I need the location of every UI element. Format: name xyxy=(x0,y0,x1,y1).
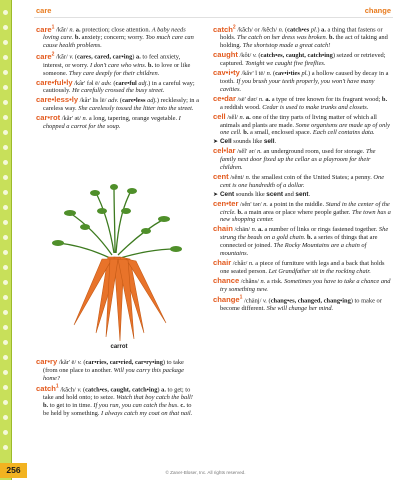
sense-letter: a. xyxy=(263,95,271,103)
part-of-speech: n. xyxy=(260,277,266,285)
definition-text: to get; to take and hold onto; to seize. xyxy=(43,386,191,402)
sense-letter: c. xyxy=(180,402,185,410)
homophone-note xyxy=(213,138,391,146)
example-sentence: Tonight we caught five fireflies. xyxy=(245,60,326,68)
example-sentence: She carelessly tossed the litter into the street. xyxy=(78,105,194,113)
example-sentence: A baby needs loving care. xyxy=(43,26,186,42)
guide-word-left: care xyxy=(36,6,52,15)
example-sentence: Too much care can cause health problems. xyxy=(43,34,194,50)
dictionary-entry xyxy=(213,225,391,258)
margin-dot xyxy=(3,370,8,375)
definition-text: an underground room, used for storage. xyxy=(261,148,366,156)
margin-dot xyxy=(3,295,8,300)
definition-text: protection; close attention. xyxy=(80,26,152,34)
note-text: and xyxy=(282,190,296,198)
pronunciation: /sĕl/ xyxy=(225,113,240,121)
example-sentence: I always catch my coat on that nail. xyxy=(101,409,193,417)
definition-text: ( xyxy=(81,386,86,394)
example-sentence: Cedar is used to make trunks and closets. xyxy=(262,103,369,111)
sense-letter: a. xyxy=(136,53,141,61)
part-of-speech: n. xyxy=(266,70,272,78)
part-of-speech: n. xyxy=(245,173,251,181)
sense-letter: a. xyxy=(321,26,326,34)
part-of-speech: v. xyxy=(77,359,82,366)
example-sentence: Let Grandfather sit in the rocking chair. xyxy=(268,267,371,275)
margin-dot xyxy=(3,235,8,240)
arrow-icon: ➤ xyxy=(213,190,220,198)
inflections: care•ful xyxy=(115,79,137,87)
headword: chain xyxy=(213,224,233,234)
margin-dot xyxy=(3,130,8,135)
sense-letter: a. xyxy=(161,386,166,394)
pronunciation: /kâr/ xyxy=(54,53,70,61)
margin-dot xyxy=(3,265,8,270)
inflections: catch•es xyxy=(287,26,310,34)
inflections: catch•es, caught, catch•ing xyxy=(260,52,333,60)
label-abbrev: pl. xyxy=(301,70,309,78)
example-sentence: I don't care who wins. xyxy=(89,61,147,69)
definition-text: ( xyxy=(73,53,78,61)
definition-text: ( xyxy=(111,79,116,87)
definition-text: ) recklessly; in a careless way. xyxy=(43,97,199,113)
part-of-speech: n. xyxy=(257,148,262,156)
margin-dot xyxy=(3,325,8,330)
margin-dot xyxy=(3,115,8,120)
pronunciation: /kâr/ xyxy=(54,26,70,34)
sense-letter: b. xyxy=(43,402,49,410)
example-sentence: The family next door fixed up the cellar as a playroom for their children. xyxy=(220,148,376,172)
part-of-speech: v. xyxy=(77,386,82,394)
homograph-number: 2 xyxy=(51,51,55,58)
picture-caption: carrot xyxy=(110,344,128,350)
definition-text: ( xyxy=(256,52,261,60)
headword: care•less•ly xyxy=(36,95,79,105)
note-word: Cent xyxy=(219,190,235,198)
margin-dot xyxy=(3,430,8,435)
dictionary-entry xyxy=(213,200,391,225)
part-of-speech: n. xyxy=(278,26,284,34)
part-of-speech: n. xyxy=(251,226,257,234)
definition-text: the smallest coin of the United States; a penny. xyxy=(250,173,374,181)
pronunciation: /kâr' fəl ē/ xyxy=(72,79,102,87)
definition-text: ) in a careful way; cautiously. xyxy=(43,79,195,95)
headword: change$^1$ xyxy=(213,294,243,305)
pronunciation: /kăch/ or /kĕch/ xyxy=(235,26,279,34)
example-sentence: He carefully crossed the busy street. xyxy=(72,87,165,95)
definition-text: a long, tapering, orange vegetable. xyxy=(87,115,179,123)
headword: car•rot xyxy=(36,113,61,123)
definition-text: a main area or place where people gather. xyxy=(242,208,352,216)
column-left-lower xyxy=(36,358,199,419)
headword: caught xyxy=(213,50,238,60)
sense-letter: b. xyxy=(307,234,313,242)
column-right xyxy=(213,24,391,314)
inflections: chang•es, changed, chang•ing xyxy=(270,297,351,305)
definition-text: a number of links or rings fastened together. xyxy=(262,226,379,234)
inflections: car•ries, car•ried, car•ry•ing xyxy=(85,359,163,366)
pronunciation: /chān/ xyxy=(232,226,252,234)
sense-letter: b. xyxy=(74,34,81,42)
copyright-notice: © Zaner-Bloser, Inc. All rights reserved. xyxy=(165,470,246,475)
part-of-speech: n. xyxy=(263,200,269,208)
definition-text: ) to make or become different. xyxy=(220,297,382,313)
note-ref: sent xyxy=(295,190,309,198)
margin-dot xyxy=(3,415,8,420)
definition-text: a small, enclosed space. xyxy=(248,129,313,137)
part-of-speech: n. xyxy=(248,260,254,267)
label-abbrev: adj. xyxy=(147,97,157,105)
margin-dot xyxy=(3,25,8,30)
margin-dot xyxy=(3,145,8,150)
example-sentence: The catch on her dress was broken. xyxy=(237,34,328,42)
arrow-icon: ➤ xyxy=(213,138,220,146)
dictionary-entry xyxy=(213,173,391,190)
example-sentence: One cent is one hundredth of a dollar. xyxy=(220,173,385,189)
definition-text: ( xyxy=(81,359,86,366)
headword: care•ful•ly xyxy=(36,77,73,87)
dictionary-entry xyxy=(213,51,391,68)
label-abbrev: pl. xyxy=(310,26,318,34)
dictionary-entry xyxy=(213,147,391,172)
definition-text: to get to in time. xyxy=(48,402,94,410)
definition-text: to feel anxiety, interest, or worry. xyxy=(43,53,181,69)
header-rule xyxy=(34,17,393,18)
definition-text: anxiety; concern; worry. xyxy=(80,34,146,42)
example-sentence: If you brush your teeth properly, you won't have many cavities. xyxy=(220,77,375,93)
dictionary-entry xyxy=(213,259,391,276)
definition-text: a piece of furniture with legs and a back that holds one seated person. xyxy=(220,260,385,275)
pronunciation: /châr/ xyxy=(231,260,249,267)
margin-dot xyxy=(3,40,8,45)
margin-dot xyxy=(3,205,8,210)
pronunciation: /kăr' ət/ xyxy=(60,115,83,123)
margin-dot xyxy=(3,70,8,75)
dictionary-entry xyxy=(36,358,199,383)
note-text: . xyxy=(274,138,277,146)
definition-text: a risk. xyxy=(265,277,285,285)
homograph-number: 2 xyxy=(232,24,236,30)
sense-letter: a. xyxy=(244,113,251,121)
dictionary-entry xyxy=(36,79,199,96)
example-sentence: She will change her mind. xyxy=(266,305,334,313)
definition-text: ( xyxy=(118,97,123,105)
headword: catch$^2$ xyxy=(213,24,236,34)
dictionary-entry xyxy=(36,24,199,50)
carrot-roots xyxy=(74,257,166,341)
definition-text: ( xyxy=(266,297,271,305)
example-sentence: If you run, you can catch the bus. xyxy=(93,402,179,410)
entries-left-lower xyxy=(36,358,199,418)
part-of-speech: adv. xyxy=(107,97,119,105)
part-of-speech: v. xyxy=(69,53,74,61)
pronunciation: /kôt/ xyxy=(237,52,253,60)
headword: car•ry xyxy=(36,357,58,366)
dictionary-entry xyxy=(213,113,391,138)
margin-dot xyxy=(3,310,8,315)
headword: cen•ter xyxy=(213,198,239,208)
part-of-speech: v. xyxy=(252,52,257,60)
margin-dot xyxy=(3,175,8,180)
dictionary-entry xyxy=(36,114,199,131)
example-sentence: I chopped a carrot for the soup. xyxy=(43,115,181,131)
definition-text: to be held by something. xyxy=(43,402,192,417)
example-sentence: Stand in the center of the circle. xyxy=(220,200,390,216)
part-of-speech: adv. xyxy=(101,79,112,87)
example-sentence: The Rocky Mountains are a chain of mountains. xyxy=(220,242,367,258)
margin-dot xyxy=(3,10,8,15)
definition-text: ( xyxy=(271,70,276,78)
entries-left-top xyxy=(36,24,199,131)
definition-text: the act of taking and holding. xyxy=(220,34,388,50)
example-sentence: Will you carry this package home? xyxy=(43,366,184,382)
margin-dot xyxy=(3,280,8,285)
homograph-number: 1 xyxy=(55,383,59,390)
example-sentence: Some organisms are made up of only one cell. xyxy=(220,121,390,137)
example-sentence: They care deeply for their children. xyxy=(68,69,160,77)
note-text: . xyxy=(308,190,311,198)
inflections: cares, cared, car•ing xyxy=(77,53,133,61)
sense-letter: a. xyxy=(256,226,263,234)
carrot-tops xyxy=(58,185,176,258)
definition-text: a thing that fastens or holds. xyxy=(220,26,383,42)
margin-dot xyxy=(3,385,8,390)
definition-text: ) xyxy=(157,386,162,394)
part-of-speech: n. xyxy=(239,113,245,121)
example-sentence: Watch that boy catch the ball! xyxy=(116,394,193,402)
headword: catch$^1$ xyxy=(36,383,59,394)
margin-dot xyxy=(3,190,8,195)
part-of-speech: n. xyxy=(82,115,88,123)
margin-dot xyxy=(3,250,8,255)
definition-text: a point in the middle. xyxy=(268,200,326,208)
label-abbrev: adj. xyxy=(138,79,149,87)
headword: ce•dar xyxy=(213,93,236,103)
note-text: sounds like xyxy=(234,190,267,198)
column-left xyxy=(36,24,199,132)
headword: care$^2$ xyxy=(36,51,55,61)
headword: chance xyxy=(213,275,240,285)
inflections: care•less xyxy=(122,97,146,105)
margin-dot xyxy=(3,445,8,450)
margin-dot xyxy=(3,340,8,345)
pronunciation: /kăch/ xyxy=(58,386,78,394)
headword: care$^1$ xyxy=(36,24,55,34)
headword: cel•lar xyxy=(213,146,236,156)
note-ref: scent xyxy=(266,190,283,198)
homophone-note xyxy=(213,191,391,199)
sense-letter: b. xyxy=(147,61,154,69)
definition-text: one of the tiny parts of living matter of which all animals and plants are made. xyxy=(220,113,377,129)
example-sentence: The town has a new shopping center. xyxy=(220,208,391,224)
headword: cent xyxy=(213,171,229,181)
part-of-speech: n. xyxy=(258,95,264,103)
pronunciation: /kâr' lis lē/ xyxy=(78,97,108,105)
pronunciation: /sĕn' tər/ xyxy=(238,200,264,208)
pronunciation: /chānj/ xyxy=(242,297,263,305)
definition-text: a reddish wood. xyxy=(220,103,263,111)
definition-text: ) xyxy=(132,53,137,61)
definition-text: ( xyxy=(283,26,288,34)
entries-right xyxy=(213,24,391,313)
homograph-number: 1 xyxy=(51,24,55,30)
margin-dot xyxy=(3,55,8,60)
headword: chair xyxy=(213,258,232,267)
pronunciation: /kăv' ĭ tē/ xyxy=(239,70,267,78)
definition-text: ) xyxy=(317,26,322,34)
sense-letter: b. xyxy=(237,208,243,216)
sense-letter: b. xyxy=(381,95,388,103)
dictionary-entry xyxy=(36,51,199,77)
dictionary-entry xyxy=(213,277,391,294)
note-text: sounds like xyxy=(231,138,264,146)
dictionary-entry xyxy=(213,95,391,112)
definition-text: a type of tree known for its fragrant wood; xyxy=(270,95,382,103)
definition-text: ) to take (from one place to another. xyxy=(43,359,184,374)
dictionary-entry xyxy=(36,384,199,418)
carrot-illustration xyxy=(40,183,192,345)
example-sentence: The shortstop made a great catch! xyxy=(242,42,331,50)
pronunciation: /sē' dər/ xyxy=(235,95,259,103)
sense-letter: b. xyxy=(328,34,335,42)
pronunciation: /sĕnt/ xyxy=(228,173,246,181)
margin-dot xyxy=(3,100,8,105)
margin-dot xyxy=(3,355,8,360)
dictionary-entry xyxy=(213,295,391,313)
margin-dot xyxy=(3,85,8,90)
inflections: catch•es, caught, catch•ing xyxy=(85,386,158,394)
note-ref: sell xyxy=(263,138,275,146)
dictionary-entry xyxy=(213,69,391,94)
homograph-number: 1 xyxy=(239,294,243,301)
sense-letter: b. xyxy=(243,129,249,137)
margin-dot xyxy=(3,160,8,165)
definition-text: a series of things that are connected or joined. xyxy=(220,234,378,250)
dictionary-entry xyxy=(36,96,199,113)
definition-text: to love or like someone. xyxy=(43,61,191,77)
margin-dot xyxy=(3,220,8,225)
example-sentence: Sometimes you have to take a chance and try something new. xyxy=(220,277,391,293)
headword: cav•i•ty xyxy=(213,68,240,78)
pronunciation: /kăr' ē/ xyxy=(57,359,78,366)
headword: cell xyxy=(213,111,226,121)
example-sentence: She strung the beads on a gold chain. xyxy=(220,226,389,242)
margin-dot xyxy=(3,400,8,405)
definition-text: ) a hollow caused by decay in a tooth. xyxy=(220,70,389,85)
part-of-speech: n. xyxy=(69,26,75,34)
page-number: 256 xyxy=(0,463,27,478)
dictionary-entry xyxy=(213,24,391,50)
note-word: Cell xyxy=(219,138,232,146)
part-of-speech: v. xyxy=(262,297,267,305)
sense-letter: a. xyxy=(75,26,81,34)
guide-word-right: change xyxy=(364,6,391,15)
definition-text: ) seized or retrieved; captured. xyxy=(220,52,386,68)
example-sentence: Each cell contains data. xyxy=(312,129,375,137)
pronunciation: /sĕl' ər/ xyxy=(235,148,258,156)
pronunciation: /chăns/ xyxy=(239,277,261,285)
inflections: cav•i•ties xyxy=(275,70,300,78)
